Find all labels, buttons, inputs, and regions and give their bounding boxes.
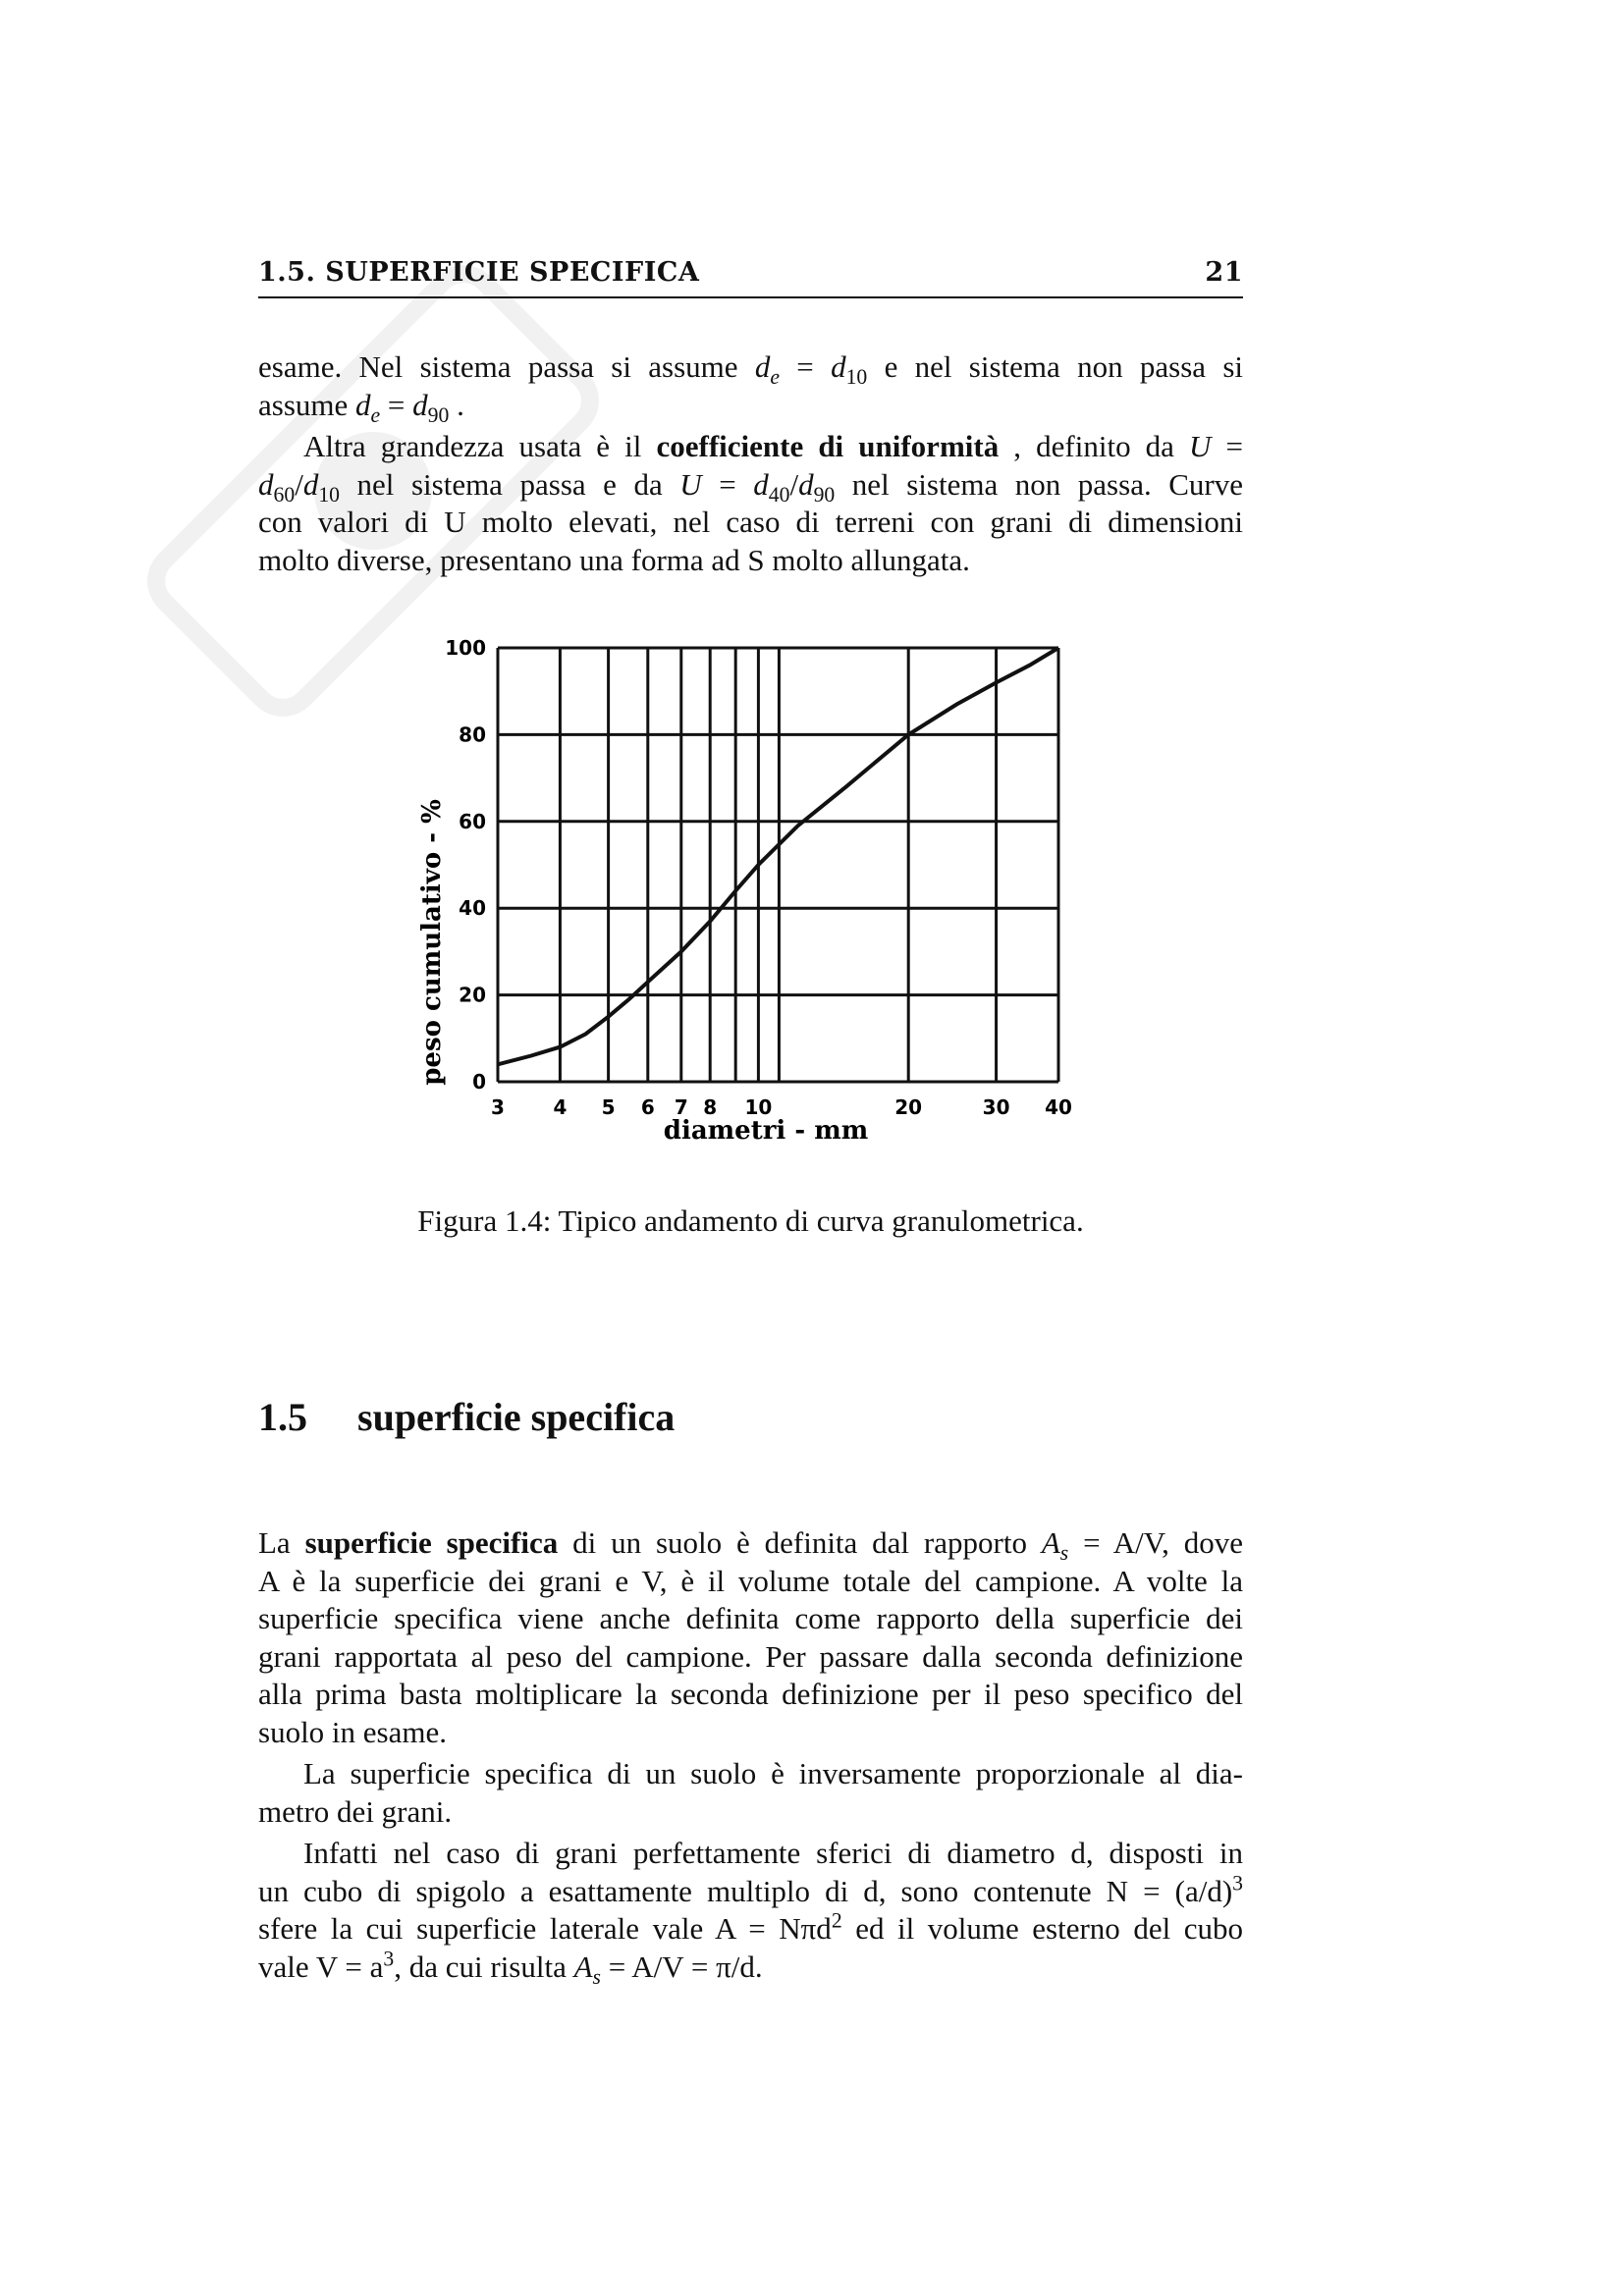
header-page-number: 21 bbox=[1205, 257, 1243, 288]
y-tick-label: 40 bbox=[459, 896, 486, 921]
x-tick-label: 10 bbox=[744, 1095, 773, 1119]
y-axis-label: peso cumulativo - % bbox=[417, 799, 447, 1086]
y-tick-label: 80 bbox=[459, 722, 486, 747]
granulometric-figure bbox=[393, 628, 1100, 1158]
x-tick-label: 8 bbox=[703, 1095, 718, 1119]
y-tick-label: 100 bbox=[445, 636, 486, 660]
x-tick-label: 40 bbox=[1045, 1095, 1072, 1119]
y-tick-label: 20 bbox=[459, 983, 486, 1007]
section-heading bbox=[258, 1394, 675, 1440]
paragraph-definizione: La superficie specifica di un suolo è definita dal rapporto $A_s = A/V$, dove A è la superficie dei grani e V, è il volume totale del campione. A volte la superficie specifica viene anche definita come rapporto della superficie dei grani rapportata al peso del campione. Per passare dalla seconda definizione alla prima basta moltiplicare la seconda definizione per il peso specifico del suolo in esame. bbox=[258, 1525, 1243, 1749]
term-coefficiente-uniformita: coefficiente di uniformità bbox=[656, 429, 1000, 463]
x-tick-label: 5 bbox=[601, 1095, 616, 1119]
figure-caption: Figura 1.4: Tipico andamento di curva granulometrica. bbox=[417, 1203, 1084, 1238]
y-tick-label: 60 bbox=[459, 809, 486, 833]
x-tick-label: 4 bbox=[553, 1095, 568, 1119]
header-section-title: 1.5. SUPERFICIE SPECIFICA bbox=[258, 257, 700, 288]
y-tick-label: 0 bbox=[472, 1070, 486, 1094]
running-header bbox=[258, 253, 1243, 298]
x-axis-label: diametri - mm bbox=[663, 1116, 869, 1146]
section-number: 1.5 bbox=[258, 1395, 307, 1439]
granulometric-chart bbox=[393, 628, 1100, 1158]
x-tick-label: 30 bbox=[982, 1095, 1010, 1119]
x-tick-label: 20 bbox=[894, 1095, 923, 1119]
x-tick-label: 6 bbox=[640, 1095, 655, 1119]
paragraph-sfere: Infatti nel caso di grani perfettamente sferici di diametro d, disposti in un cubo di spigolo a esattamente multiplo di d, sono contenute $N = (a/d)^3$ sfere la cui superficie laterale vale A = Nπd$^2$ ed il volume esterno del cubo vale $V = a^3$, da cui risulta $A_s = A/V = \pi/d$. bbox=[258, 1836, 1243, 1989]
x-tick-label: 7 bbox=[674, 1095, 688, 1119]
term-superficie-specifica: superficie specifica bbox=[304, 1525, 559, 1560]
paragraph-esame: esame. Nel sistema passa si assume $d_e = d_{10}$ e nel sistema non passa si assume $d_e = d_{90}$ . bbox=[258, 349, 1244, 427]
section-title-text: superficie specifica bbox=[357, 1395, 676, 1439]
paragraph-proporzionalita: La superficie specifica di un suolo è inversamente proporzionale al dia- metro dei grani. bbox=[258, 1756, 1243, 1829]
paragraph-uniformita: Altra grandezza usata è il coefficiente di uniformità , definito da U = $d_{60}/d_{10}$ nel sistema passa e da $U = d_{40}/d_{90}$ nel sistema non passa. Curve con valori di U molto elevati, nel caso di terreni con grani di dimensioni molto diverse, presentano una forma ad S molto allungata. bbox=[258, 429, 1244, 577]
x-tick-label: 3 bbox=[491, 1095, 505, 1119]
